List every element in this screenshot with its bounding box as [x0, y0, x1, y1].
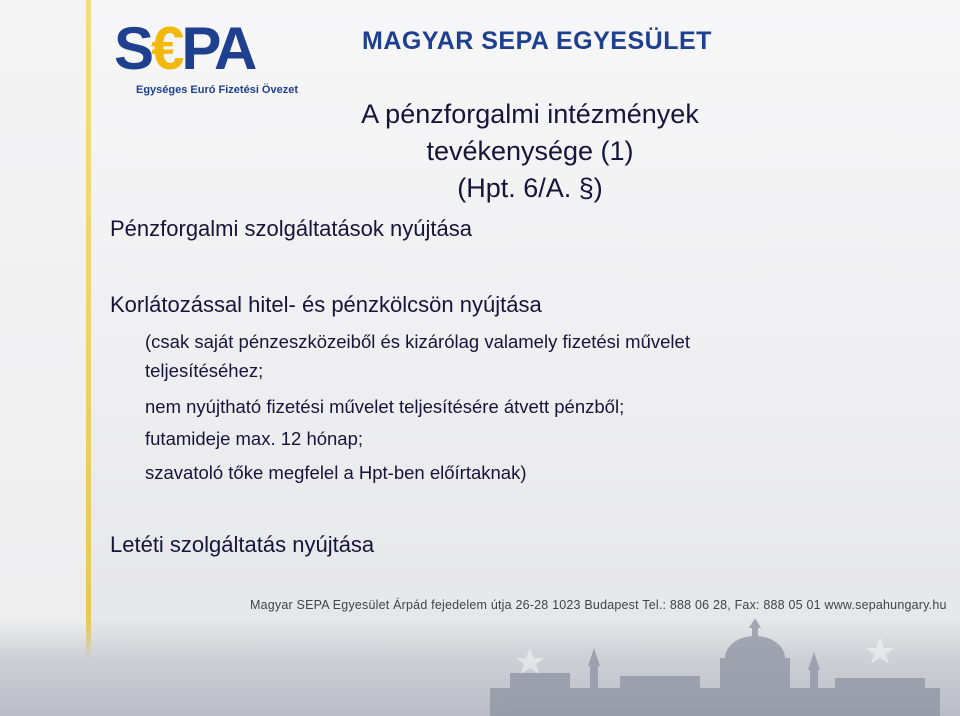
sepa-logo: [114, 15, 334, 102]
title-line-3: (Hpt. 6/A. §): [457, 173, 603, 203]
footer-contact: Magyar SEPA Egyesület Árpád fejedelem útja 26-28 1023 Budapest Tel.: 888 06 28, Fax: 888 05 01 www.sepahungary.hu: [250, 598, 947, 612]
euro-icon: €: [151, 15, 182, 82]
organization-name: MAGYAR SEPA EGYESÜLET: [362, 27, 712, 55]
heading-custody-services: Letéti szolgáltatás nyújtása: [110, 532, 375, 557]
body-line-5: szavatoló tőke megfelel a Hpt-ben előírtaknak): [145, 462, 527, 483]
heading-payment-services: Pénzforgalmi szolgáltatások nyújtása: [110, 216, 472, 241]
title-line-2: tevékenysége (1): [426, 136, 634, 166]
body-line-2: teljesítéséhez;: [145, 360, 264, 381]
body-line-4: futamideje max. 12 hónap;: [145, 428, 364, 449]
heading-credit-lending: Korlátozással hitel- és pénzkölcsön nyújtása: [110, 292, 542, 317]
logo-subtitle: Egységes Euró Fizetési Övezet: [136, 84, 299, 96]
left-side-panel: [0, 0, 86, 716]
gold-divider-line: [86, 0, 91, 716]
body-line-3: nem nyújtható fizetési művelet teljesítésére átvett pénzből;: [145, 396, 625, 417]
sepa-wordmark: S€PA: [114, 15, 255, 82]
parliament-skyline-image: [470, 618, 960, 716]
slide-title: [300, 96, 760, 207]
title-line-1: A pénzforgalmi intézmények: [361, 99, 699, 129]
body-line-1: (csak saját pénzeszközeiből és kizárólag valamely fizetési művelet: [145, 331, 690, 352]
